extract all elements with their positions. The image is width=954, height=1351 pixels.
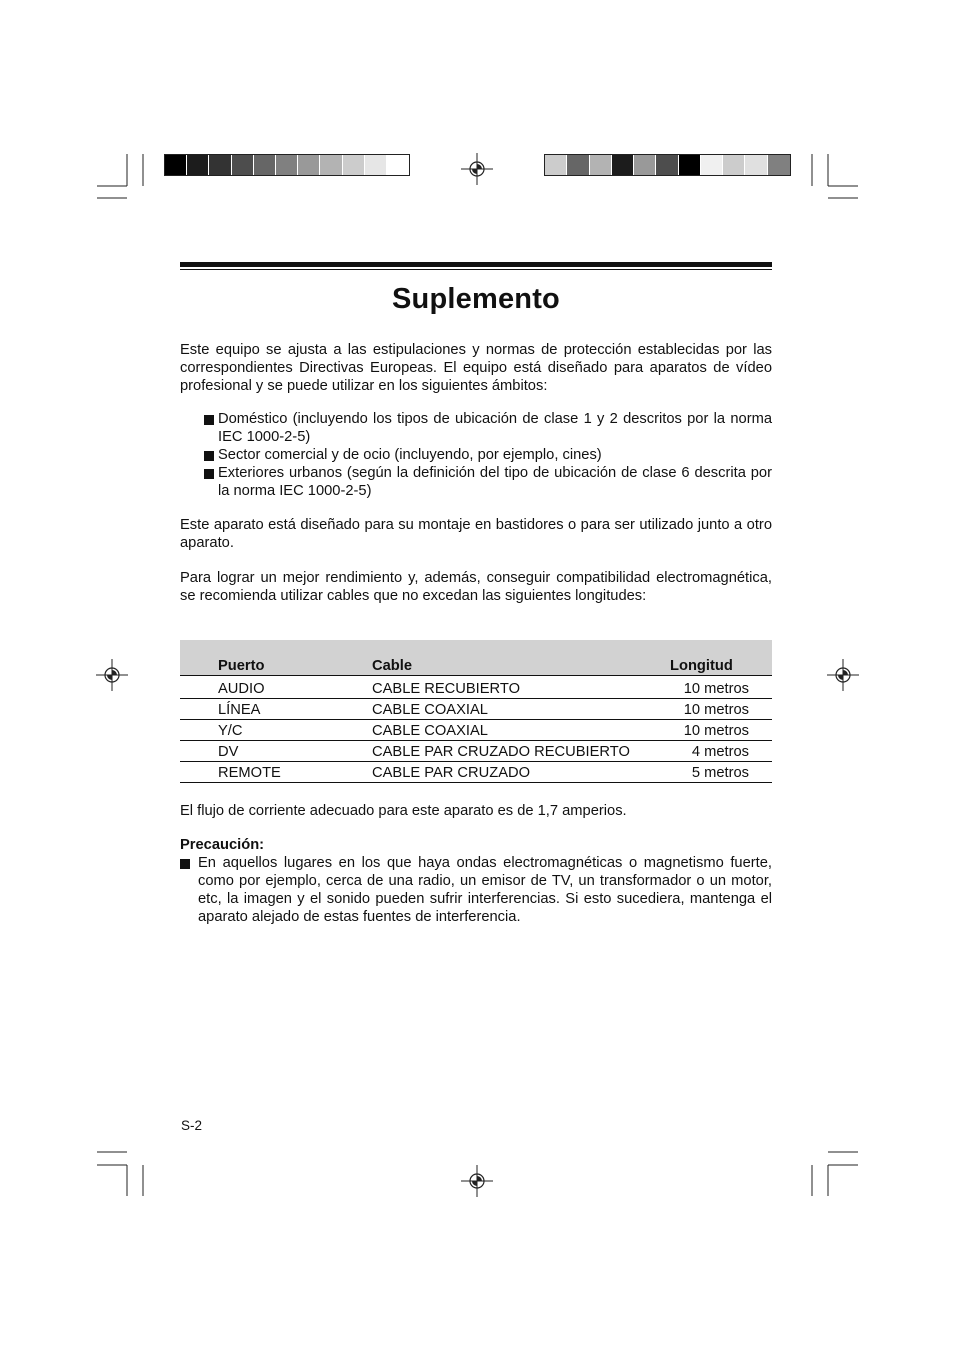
cell-port: REMOTE xyxy=(180,761,372,782)
square-bullet-icon xyxy=(204,415,214,425)
environment-item-text: Sector comercial y de ocio (incluyendo, por ejemplo, cines) xyxy=(218,446,602,463)
cell-cable: CABLE COAXIAL xyxy=(372,698,670,719)
current-paragraph: El flujo de corriente adecuado para este aparato es de 1,7 amperios. xyxy=(180,802,627,819)
table-row xyxy=(180,719,772,740)
cell-cable: CABLE COAXIAL xyxy=(372,719,670,740)
registration-target-left-icon xyxy=(96,659,128,691)
cell-port: LÍNEA xyxy=(180,698,372,719)
calibration-swatch xyxy=(590,155,612,175)
calibration-swatch xyxy=(209,155,231,175)
cell-port: AUDIO xyxy=(180,675,372,698)
calibration-swatch xyxy=(276,155,298,175)
cable-length-table xyxy=(180,640,772,783)
calibration-swatch xyxy=(343,155,365,175)
square-bullet-icon xyxy=(180,859,190,869)
calibration-swatch xyxy=(612,155,634,175)
calibration-swatch xyxy=(745,155,767,175)
calibration-swatch xyxy=(679,155,701,175)
cell-length: 10 metros xyxy=(670,675,772,698)
square-bullet-icon xyxy=(204,451,214,461)
page-number: S-2 xyxy=(181,1118,203,1133)
calibration-swatch xyxy=(187,155,209,175)
intro-paragraph: Este equipo se ajusta a las estipulaciones y normas de protección establecidas por las correspondientes Directivas Europeas. El equipo está diseñado para aparatos de vídeo profesional y se puede utilizar en los siguientes ámbitos: xyxy=(180,342,772,394)
calibration-swatch xyxy=(254,155,276,175)
registration-target-top-icon xyxy=(461,153,493,185)
caution-list xyxy=(180,855,772,926)
calibration-swatch xyxy=(701,155,723,175)
calibration-swatch xyxy=(723,155,745,175)
table-row xyxy=(180,675,772,698)
calibration-swatch xyxy=(320,155,342,175)
calibration-swatch xyxy=(298,155,320,175)
cell-cable: CABLE PAR CRUZADO xyxy=(372,761,670,782)
calibration-swatch xyxy=(656,155,678,175)
cell-length: 5 metros xyxy=(670,761,772,782)
registration-target-bottom-icon xyxy=(461,1165,493,1197)
cables-paragraph: Para lograr un mejor rendimiento y, además, conseguir compatibilidad electromagnética, se recomienda utilizar cables que no excedan las siguientes longitudes: xyxy=(180,569,772,604)
calibration-swatch xyxy=(387,155,409,175)
environment-item-text: Doméstico (incluyendo los tipos de ubicación de clase 1 y 2 descritos por la norma IEC 1000-2-5) xyxy=(218,411,772,446)
cell-cable: CABLE RECUBIERTO xyxy=(372,675,670,698)
cell-length: 10 metros xyxy=(670,719,772,740)
caution-heading: Precaución: xyxy=(180,837,265,854)
caution-item xyxy=(180,855,772,926)
calibration-swatch xyxy=(232,155,254,175)
page-title: Suplemento xyxy=(392,283,560,315)
environment-item-text: Exteriores urbanos (según la definición del tipo de ubicación de clase 6 descrita por la norma IEC 1000-2-5) xyxy=(218,464,772,499)
cell-port: Y/C xyxy=(180,719,372,740)
registration-target-right-icon xyxy=(827,659,859,691)
calibration-swatch xyxy=(768,155,790,175)
calibration-swatch xyxy=(365,155,387,175)
calibration-bar-left xyxy=(164,154,410,176)
environment-list xyxy=(180,411,772,500)
calibration-swatch xyxy=(165,155,187,175)
title-rule-thick xyxy=(180,262,772,267)
cell-length: 4 metros xyxy=(670,740,772,761)
caution-item-text: En aquellos lugares en los que haya ondas electromagnéticas o magnetismo fuerte, como por ejemplo, cerca de una radio, un emisor de TV, un transformador o un motor, etc, la imagen y el sonido pueden sufrir interferencias. Si esto sucediera, mantenga el aparato alejado de estas fuentes de interferencia. xyxy=(198,855,772,925)
rack-paragraph: Este aparato está diseñado para su montaje en bastidores o para ser utilizado junto a otro aparato. xyxy=(180,517,772,552)
table-row xyxy=(180,698,772,719)
environment-item xyxy=(204,447,772,465)
table-row xyxy=(180,761,772,782)
header-length: Longitud xyxy=(670,640,772,676)
square-bullet-icon xyxy=(204,469,214,479)
page-content xyxy=(180,262,772,926)
environment-item xyxy=(204,465,772,501)
calibration-swatch xyxy=(545,155,567,175)
header-cable: Cable xyxy=(372,640,670,676)
calibration-bar-right xyxy=(544,154,791,176)
table-header-row xyxy=(180,640,772,676)
cell-port: DV xyxy=(180,740,372,761)
cell-length: 10 metros xyxy=(670,698,772,719)
calibration-swatch xyxy=(567,155,589,175)
table-row xyxy=(180,740,772,761)
cell-cable: CABLE PAR CRUZADO RECUBIERTO xyxy=(372,740,670,761)
calibration-swatch xyxy=(634,155,656,175)
title-rule-thin xyxy=(180,269,772,270)
header-port: Puerto xyxy=(180,640,372,676)
environment-item xyxy=(204,411,772,447)
